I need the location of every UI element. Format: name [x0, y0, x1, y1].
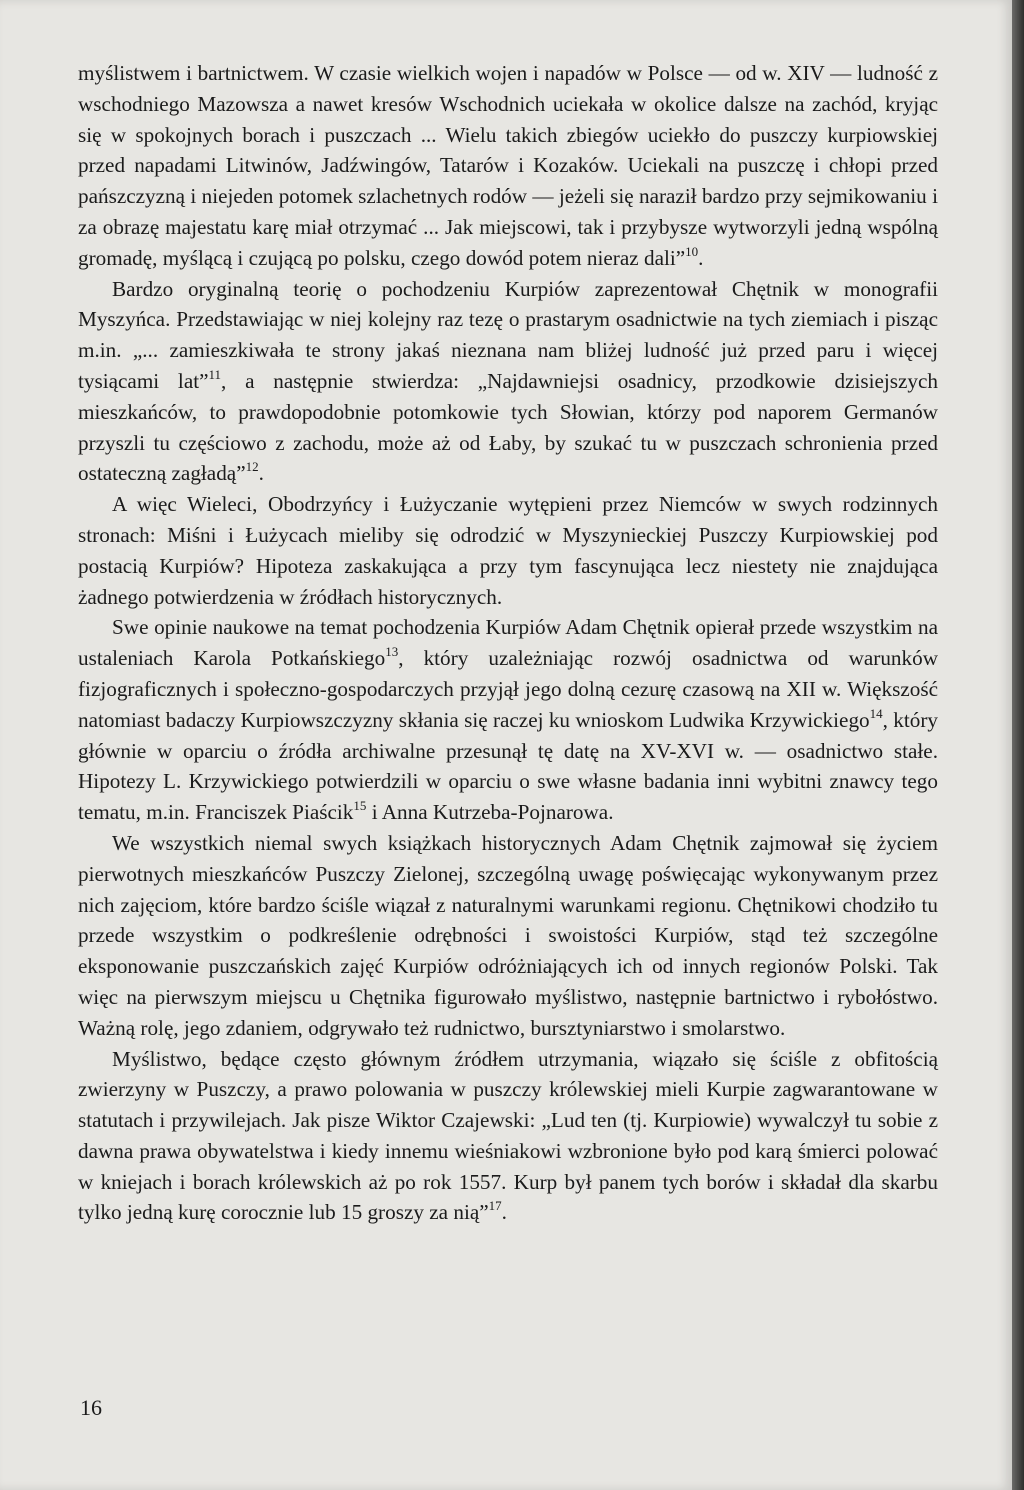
paragraph-text: myślistwem i bartnictwem. W czasie wielkich wojen i napadów w Polsce — od w. XIV — ludność z wschodniego Mazowsza a nawet kresów Wschodnich uciekała w okolice dalsze na zachód, kryjąc się w spokojnych borach i puszczach ... Wielu takich zbiegów uciekło do puszczy kurpiowskiej przed napadami Litwinów, Jadźwingów, Tatarów i Kozaków. Uciekali na puszczę i chłopi przed pańszczyzną i niejeden potomek szlachetnych rodów — jeżeli się naraził bardzo przy sejmikowaniu i za obrazę majestatu karę miał otrzymać ... Jak miejscowi, tak i przybysze wytworzyli jedną wspólną gromadę, myślącą i czującą po polsku, czego dowód potem nieraz dali” — [78, 61, 938, 270]
paragraph-text: , który uzależniając rozwój osadnictwa od warunków fizjograficznych i społeczno-gospodarczych przyjął jego dolną cezurę czasową na XII w. Większość natomiast badaczy Kurpiowszczyzny skłania się raczej ku wnioskom Ludwika Krzywickiego — [78, 646, 939, 732]
paragraph — [78, 489, 938, 612]
footnote-marker: 10 — [685, 243, 699, 259]
paragraph-text: , który głównie w oparciu o źródła archiwalne przesunął tę datę na XV-XVI w. — osadnictwo stałe. Hipotezy L. Krzywickiego potwierdzili w oparciu o swe własne badania inni wybitni znawcy tego tematu, m.in. Franciszek Piaścik — [78, 707, 938, 825]
footnote-marker: 11 — [208, 366, 222, 382]
footnote-marker: 13 — [385, 644, 399, 660]
paragraph — [78, 274, 938, 490]
footnote-marker: 14 — [869, 705, 883, 721]
paragraph-text: We wszystkich niemal swych książkach historycznych Adam Chętnik zajmował się życiem pierwotnych mieszkańców Puszczy Zielonej, szczególną uwagę poświęcając wykonywanym przez nich zajęciom, które bardzo ściśle wiązał z naturalnymi warunkami regionu. Chętnikowi chodziło tu przede wszystkim o podkreślenie odrębności i swoistości Kurpiów, stąd też szczególne eksponowanie puszczańskich zajęć Kurpiów odróżniających ich od innych regionów Polski. Tak więc na pierwszym miejscu u Chętnika figurowało myślistwo, następnie bartnictwo i rybołóstwo. Ważną rolę, jego zdaniem, odgrywało też rudnictwo, bursztyniarstwo i smolarstwo. — [78, 830, 938, 1040]
paragraph-text: . — [501, 1200, 507, 1225]
paragraph-text: . — [258, 461, 264, 486]
paragraph-text: Bardzo oryginalną teorię o pochodzeniu Kurpiów zaprezentował Chętnik w monografii Myszyńca. Przedstawiając w niej kolejny raz tezę o prastarym osadnictwie na tych ziemiach i pisząc m.in. „... zamieszkiwała te strony jakaś nieznana nam bliżej ludność już przed paru i więcej tysiącami lat” — [78, 276, 938, 393]
paragraph — [78, 612, 938, 828]
paragraph-text: Myślistwo, będące często głównym źródłem utrzymania, wiązało się ściśle z obfitością zwierzyny w Puszczy, a prawo polowania w puszczy królewskiej mieli Kurpie zagwarantowane w statutach i przywilejach. Jak pisze Wiktor Czajewski: „Lud ten (tj. Kurpiowie) wywalczył tu sobie z dawna prawa obywatelstwa i kiedy innemu wieśniakowi wzbronione było pod karą śmierci polować w kniejach i borach królewskich aż po rok 1557. Kurp był panem tych borów i składał dla skarbu tylko jedną kurę corocznie lub 15 groszy za nią” — [78, 1046, 938, 1225]
footnote-marker: 15 — [353, 798, 367, 814]
footnote-marker: 17 — [488, 1198, 502, 1214]
paragraph-text: , a następnie stwierdza: „Najdawniejsi osadnicy, przodkowie dzisiejszych mieszkańców, to prawdopodobnie potomkowie tych Słowian, którzy pod naporem Germanów przyszli tu częściowo z zachodu, może aż od Łaby, by szukać tu w puszczach schronienia przed ostateczną zagładą” — [78, 368, 938, 486]
paragraph — [78, 828, 938, 1044]
paragraph-text: . — [698, 245, 704, 270]
scan-edge — [1012, 0, 1024, 1490]
paragraph-text: A więc Wieleci, Obodrzyńcy i Łużyczanie wytępieni przez Niemców w swych rodzinnych stronach: Miśni i Łużycach mieliby się odrodzić w Myszynieckiej Puszczy Kurpiowskiej pod postacią Kurpiów? Hipoteza zaskakująca a przy tym fascynująca lecz niestety nie znajdująca żadnego potwierdzenia w źródłach historycznych. — [78, 492, 938, 609]
paragraph — [78, 1044, 938, 1229]
body-text — [78, 58, 938, 1228]
page-number: 16 — [80, 1395, 102, 1420]
paragraph-text: Swe opinie naukowe na temat pochodzenia Kurpiów Adam Chętnik opierał przede wszystkim na ustaleniach Karola Potkańskiego — [78, 615, 938, 671]
paragraph — [78, 58, 938, 274]
paragraph-text: i Anna Kutrzeba-Pojnarowa. — [366, 800, 614, 825]
footnote-marker: 12 — [245, 459, 259, 475]
